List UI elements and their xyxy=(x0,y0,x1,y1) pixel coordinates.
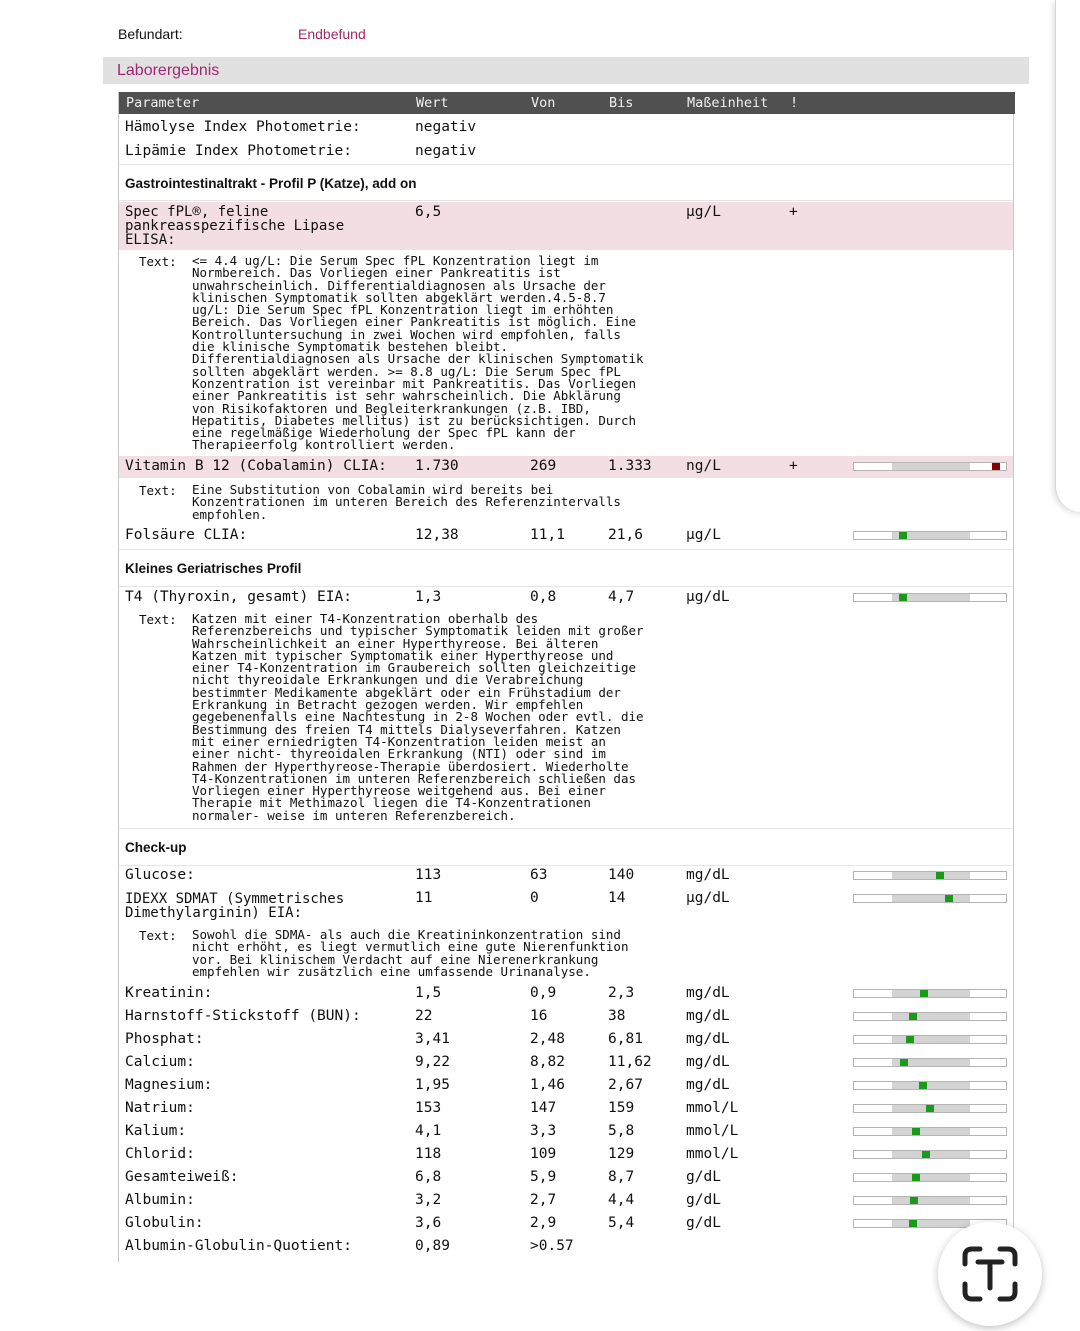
table-row xyxy=(119,1053,1013,1075)
range-gauge xyxy=(853,1196,1007,1205)
param-ref-high: 5,4 xyxy=(608,1215,635,1231)
param-unit: ng/L xyxy=(686,458,721,474)
gauge-marker xyxy=(899,594,907,601)
param-name: Spec fPL®, feline pankreasspezifische Lipase ELISA: xyxy=(125,204,345,248)
param-flag: + xyxy=(789,204,798,220)
gauge-marker xyxy=(936,872,944,879)
range-gauge xyxy=(853,1104,1007,1113)
param-value: 153 xyxy=(415,1100,442,1116)
divider xyxy=(119,828,1013,829)
text-label: Text: xyxy=(139,928,177,943)
text-scan-icon xyxy=(938,1222,1042,1326)
col-bis: Bis xyxy=(609,95,634,111)
param-ref-low: 0,8 xyxy=(530,589,557,605)
param-value: 3,2 xyxy=(415,1192,442,1208)
table-row xyxy=(119,1237,1013,1259)
param-value: 1.730 xyxy=(415,458,459,474)
param-name: Gesamteiweiß: xyxy=(125,1169,239,1185)
table-row xyxy=(119,866,1013,888)
param-name: Vitamin B 12 (Cobalamin) CLIA: xyxy=(125,458,387,474)
divider xyxy=(119,586,1013,587)
param-unit: mg/dL xyxy=(686,1077,730,1093)
results-table xyxy=(118,92,1014,1262)
param-name: Phosphat: xyxy=(125,1031,204,1047)
param-value: 3,6 xyxy=(415,1215,442,1231)
side-edge-panel[interactable] xyxy=(1055,0,1080,512)
range-gauge xyxy=(853,1058,1007,1067)
table-row xyxy=(119,1191,1013,1213)
table-row xyxy=(119,1122,1013,1144)
table-row xyxy=(119,984,1013,1006)
range-gauge xyxy=(853,531,1007,540)
param-name: Hämolyse Index Photometrie: xyxy=(125,119,361,135)
table-row xyxy=(119,202,1013,250)
param-unit: mmol/L xyxy=(686,1100,739,1116)
param-ref-high: 14 xyxy=(608,890,626,906)
gauge-marker xyxy=(919,1082,927,1089)
param-value: 113 xyxy=(415,867,442,883)
param-value: 4,1 xyxy=(415,1123,442,1139)
gauge-marker xyxy=(899,532,907,539)
group-heading: Kleines Geriatrisches Profil xyxy=(125,561,302,576)
param-ref-high: 6,81 xyxy=(608,1031,643,1047)
range-gauge xyxy=(853,1035,1007,1044)
param-ref-high: 140 xyxy=(608,867,635,883)
gauge-marker xyxy=(909,1220,917,1227)
range-gauge xyxy=(853,871,1007,880)
param-ref-low: 2,9 xyxy=(530,1215,557,1231)
gauge-marker xyxy=(920,990,928,997)
param-ref-low: 0,9 xyxy=(530,985,557,1001)
param-name: Calcium: xyxy=(125,1054,195,1070)
param-name: Kalium: xyxy=(125,1123,187,1139)
param-ref-low: 0 xyxy=(530,890,539,906)
param-ref-high: 21,6 xyxy=(608,527,643,543)
param-name: Harnstoff-Stickstoff (BUN): xyxy=(125,1008,361,1024)
comment-text: Sowohl die SDMA- als auch die Kreatininkonzentration sind nicht erhöht, es liegt vermutlich eine gute Nierenfunktion vor. Bei klinischem Verdacht auf eine Nierenerkrankung empfehlen wir zusätzlich eine umfassende Urinanalyse. xyxy=(192,927,629,979)
param-name: T4 (Thyroxin, gesamt) EIA: xyxy=(125,589,352,605)
param-value: 118 xyxy=(415,1146,442,1162)
param-value: 0,89 xyxy=(415,1238,450,1254)
param-ref-low: 63 xyxy=(530,867,548,883)
param-value: 12,38 xyxy=(415,527,459,543)
param-name: Glucose: xyxy=(125,867,195,883)
table-row xyxy=(119,1145,1013,1167)
range-gauge xyxy=(853,462,1007,471)
param-unit: mmol/L xyxy=(686,1123,739,1139)
gauge-marker xyxy=(945,895,953,902)
param-value: 6,8 xyxy=(415,1169,442,1185)
param-ref-low: 2,7 xyxy=(530,1192,557,1208)
range-gauge xyxy=(853,1173,1007,1182)
divider xyxy=(119,549,1013,550)
range-gauge xyxy=(853,989,1007,998)
param-value: 22 xyxy=(415,1008,433,1024)
col-parameter: Parameter xyxy=(126,95,200,111)
param-name: Folsäure CLIA: xyxy=(125,527,248,543)
param-value: 9,22 xyxy=(415,1054,450,1070)
divider xyxy=(119,164,1013,165)
befundart-value: Endbefund xyxy=(298,26,366,42)
col-flag: ! xyxy=(790,95,799,111)
range-gauge xyxy=(853,1150,1007,1159)
table-row xyxy=(119,119,1013,139)
table-row xyxy=(119,456,1013,478)
group-heading: Gastrointestinaltrakt - Profil P (Katze), add on xyxy=(125,176,417,191)
param-ref-low: 8,82 xyxy=(530,1054,565,1070)
param-name: Magnesium: xyxy=(125,1077,213,1093)
param-ref-low: 2,48 xyxy=(530,1031,565,1047)
befundart xyxy=(118,26,366,42)
group-heading: Check-up xyxy=(125,840,187,855)
param-value: negativ xyxy=(415,119,477,135)
param-ref-high: 1.333 xyxy=(608,458,652,474)
param-value: 6,5 xyxy=(415,204,442,220)
gauge-marker xyxy=(926,1105,934,1112)
param-ref-high: 129 xyxy=(608,1146,635,1162)
param-value: 1,5 xyxy=(415,985,442,1001)
param-name: Lipämie Index Photometrie: xyxy=(125,143,352,159)
table-row xyxy=(119,526,1013,548)
table-row xyxy=(119,890,1013,920)
param-name: Chlorid: xyxy=(125,1146,195,1162)
table-header xyxy=(119,92,1015,114)
param-unit: mg/dL xyxy=(686,1031,730,1047)
param-ref-low: >0.57 xyxy=(530,1238,574,1254)
section-header xyxy=(103,57,1029,84)
param-flag: + xyxy=(789,458,798,474)
divider xyxy=(119,200,1013,201)
param-ref-low: 147 xyxy=(530,1100,557,1116)
param-ref-high: 2,3 xyxy=(608,985,635,1001)
param-unit: mmol/L xyxy=(686,1146,739,1162)
param-ref-high: 11,62 xyxy=(608,1054,652,1070)
param-name: Natrium: xyxy=(125,1100,195,1116)
param-value: 3,41 xyxy=(415,1031,450,1047)
gauge-marker xyxy=(910,1197,918,1204)
gauge-marker xyxy=(922,1151,930,1158)
param-unit: g/dL xyxy=(686,1169,721,1185)
param-name: Kreatinin: xyxy=(125,985,213,1001)
table-row xyxy=(119,143,1013,163)
befundart-label: Befundart: xyxy=(118,26,183,42)
param-ref-high: 2,67 xyxy=(608,1077,643,1093)
range-gauge xyxy=(853,1081,1007,1090)
param-value: 1,3 xyxy=(415,589,442,605)
param-ref-high: 4,4 xyxy=(608,1192,635,1208)
gauge-marker xyxy=(909,1013,917,1020)
comment-text: Eine Substitution von Cobalamin wird bereits bei Konzentrationen im unteren Bereich des Referenzintervalls empfohlen. xyxy=(192,482,621,522)
range-gauge xyxy=(853,1127,1007,1136)
param-value: negativ xyxy=(415,143,477,159)
param-ref-low: 16 xyxy=(530,1008,548,1024)
range-gauge xyxy=(853,1012,1007,1021)
text-label: Text: xyxy=(139,612,177,627)
gauge-marker xyxy=(992,463,1000,470)
range-gauge xyxy=(853,593,1007,602)
param-ref-low: 269 xyxy=(530,458,557,474)
section-title: Laborergebnis xyxy=(117,62,220,79)
param-name: IDEXX SDMAT (Symmetrisches Dimethylarginin) EIA: xyxy=(125,891,345,921)
table-row xyxy=(119,1214,1013,1236)
param-name: Albumin-Globulin-Quotient: xyxy=(125,1238,352,1254)
param-ref-high: 5,8 xyxy=(608,1123,635,1139)
table-row xyxy=(119,1076,1013,1098)
text-label: Text: xyxy=(139,254,177,269)
param-ref-high: 159 xyxy=(608,1100,635,1116)
table-row xyxy=(119,1168,1013,1190)
table-row xyxy=(119,1099,1013,1121)
range-gauge xyxy=(853,894,1007,903)
param-unit: g/dL xyxy=(686,1192,721,1208)
comment-text: Katzen mit einer T4-Konzentration oberhalb des Referenzbereichs und typischer Symptomatik leiden mit großer Wahrscheinlichkeit an einer Hyperthyreose. Bei älteren Katzen mit typischer Symptomatik einer Hyperthyreose und einer T4-Konzentration im Graubereich sollten gleichzeitige nicht thyreoidale Erkrankungen und die Verabreichung bestimmter Medikamente abgeklärt oder ein Frühstadium der Erkrankung in Betracht gezogen werden. Wir empfehlen gegebenenfalls eine Nachtestung in 2-8 Wochen oder evtl. die Bestimmung des freien T4 mittels Dialyseverfahren. Katzen mit einer erniedrigten T4-Konzentration leiden meist an einer nicht- thyreoidalen Erkrankung (NTI) oder sind im Rahmen der Hyperthyreose-Therapie überdosiert. Wiederholte T4-Konzentrationen im unteren Referenzbereich schließen das Vorliegen einer Hyperthyreose weitgehend aus. Bei einer Therapie mit Methimazol liegen die T4-Konzentrationen normaler- weise im unteren Referenzbereich. xyxy=(192,611,644,823)
gauge-marker xyxy=(912,1174,920,1181)
param-value: 1,95 xyxy=(415,1077,450,1093)
param-ref-low: 11,1 xyxy=(530,527,565,543)
col-von: Von xyxy=(531,95,556,111)
col-wert: Wert xyxy=(416,95,449,111)
col-unit: Maßeinheit xyxy=(687,95,769,111)
param-unit: µg/dL xyxy=(686,890,730,906)
param-unit: g/dL xyxy=(686,1215,721,1231)
param-name: Globulin: xyxy=(125,1215,204,1231)
param-ref-high: 38 xyxy=(608,1008,626,1024)
text-label: Text: xyxy=(139,483,177,498)
param-name: Albumin: xyxy=(125,1192,195,1208)
param-unit: µg/dL xyxy=(686,589,730,605)
gauge-marker xyxy=(906,1036,914,1043)
table-row xyxy=(119,1007,1013,1029)
param-ref-low: 5,9 xyxy=(530,1169,557,1185)
param-unit: µg/L xyxy=(686,527,721,543)
param-unit: mg/dL xyxy=(686,1054,730,1070)
param-ref-high: 4,7 xyxy=(608,589,635,605)
text-scan-button[interactable] xyxy=(938,1222,1042,1326)
comment-text: <= 4.4 ug/L: Die Serum Spec fPL Konzentration liegt im Normbereich. Das Vorliegen einer Pankreatitis ist unwahrscheinlich. Differentialdiagnosen als Ursache der klinischen Symptomatik sollten abgeklärt werden.4.5-8.7 ug/L: Die Serum Spec fPL Konzentration liegt im erhöhten Bereich. Das Vorliegen einer Pankreatitis ist möglich. Eine Kontrolluntersuchung in zwei Wochen wird empfohlen, falls die klinische Symptomatik bestehen bleibt. Differentialdiagnosen als Ursache der klinischen Symptomatik sollten abgeklärt werden. >= 8.8 ug/L: Die Serum Spec fPL Konzentration ist vereinbar mit Pankreatitis. Das Vorliegen einer Pankreatitis ist sehr wahrscheinlich. Die Abklärung von Risikofaktoren und Begleiterkrankungen (z.B. IBD, Hepatitis, Diabetes mellitus) ist zu berücksichtigen. Durch eine regelmäßige Wiederholung der Spec fPL kann der Therapieerfolg kontrolliert werden. xyxy=(192,253,644,453)
param-ref-low: 1,46 xyxy=(530,1077,565,1093)
table-row xyxy=(119,588,1013,610)
param-value: 11 xyxy=(415,890,433,906)
param-unit: mg/dL xyxy=(686,1008,730,1024)
param-unit: µg/L xyxy=(686,204,721,220)
table-row xyxy=(119,1030,1013,1052)
param-ref-low: 109 xyxy=(530,1146,557,1162)
gauge-marker xyxy=(912,1128,920,1135)
param-unit: mg/dL xyxy=(686,867,730,883)
gauge-marker xyxy=(900,1059,908,1066)
param-ref-low: 3,3 xyxy=(530,1123,557,1139)
param-unit: mg/dL xyxy=(686,985,730,1001)
param-ref-high: 8,7 xyxy=(608,1169,635,1185)
